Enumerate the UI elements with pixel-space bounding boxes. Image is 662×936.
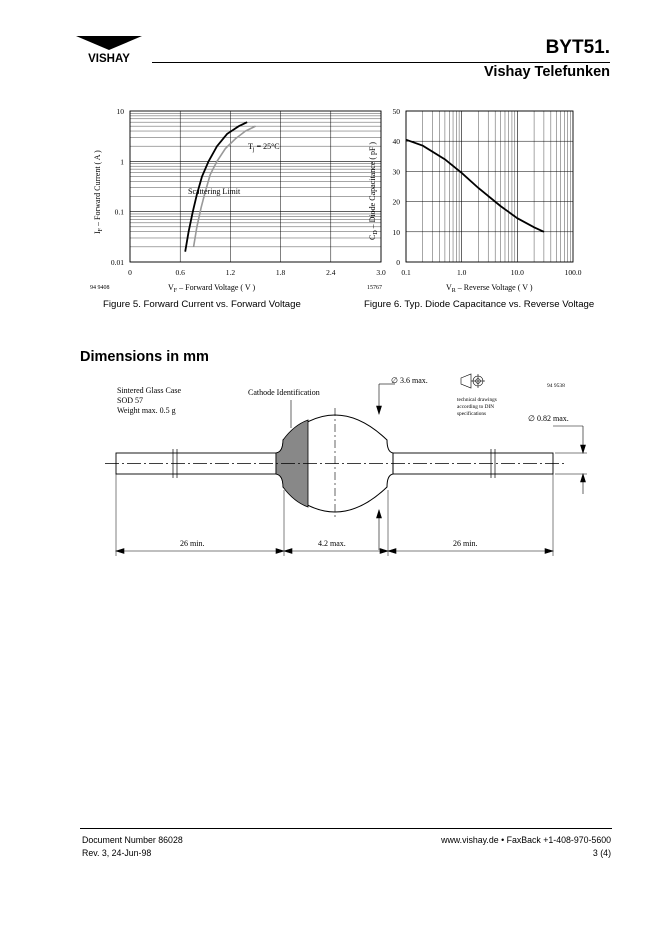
figure6-ytick-5: 50 bbox=[392, 107, 400, 116]
dimension-drawing bbox=[95, 370, 595, 570]
figure5-ytick-3: 10 bbox=[116, 107, 124, 116]
footer-rule bbox=[80, 828, 612, 829]
din-symbol bbox=[461, 374, 485, 388]
document-number: Document Number 86028 bbox=[82, 835, 183, 845]
dimension-lines bbox=[116, 549, 553, 554]
figure6-ytick-2: 20 bbox=[392, 197, 400, 207]
company-name: Vishay Telefunken bbox=[484, 64, 610, 80]
figure5-xlabel: $V_F$ – Forward Voltage ( V ) bbox=[168, 283, 256, 294]
header-rule bbox=[152, 62, 610, 63]
figure6-xtick-1: 1.0 bbox=[456, 268, 467, 277]
din-line-1: technical drawings bbox=[457, 397, 497, 403]
figure5-xtick-4: 2.4 bbox=[326, 268, 336, 277]
figure6-grid bbox=[406, 111, 573, 262]
logo-text: VISHAY bbox=[88, 53, 130, 65]
lead-diameter-marks bbox=[553, 426, 587, 494]
figure6-y-ticks bbox=[393, 107, 401, 267]
website-fax: www.vishay.de • FaxBack +1-408-970-5600 bbox=[441, 835, 611, 845]
figure5-frame bbox=[130, 111, 381, 262]
figure5-xtick-3: 1.8 bbox=[275, 268, 286, 277]
figure5-ytick-2: 1 bbox=[120, 157, 124, 167]
page-number: 3 (4) bbox=[592, 848, 611, 858]
case-line-1: Sintered Glass Case bbox=[117, 386, 181, 395]
figure5-annotation-tj: $T_j = 25^\circ C$ bbox=[248, 142, 280, 153]
figure6-caption: Figure 6. Typ. Diode Capacitance vs. Reverse Voltage bbox=[364, 299, 595, 310]
vishay-logo bbox=[76, 36, 142, 68]
figure6-ylabel: $C_D$ – Diode Capacitance ( pF ) bbox=[368, 141, 379, 240]
figure6-xlabel: $V_R$ – Reverse Voltage ( V ) bbox=[446, 283, 533, 294]
figure5-xtick-1: 0.6 bbox=[175, 268, 185, 277]
dim-center-label: 4.2 max. bbox=[318, 539, 346, 548]
figure6-x-ticks bbox=[401, 268, 581, 277]
figure5-ytick-1: 0.1 bbox=[114, 207, 124, 217]
figure5-grid bbox=[130, 111, 381, 262]
logo-triangle bbox=[76, 36, 142, 50]
figure6-ytick-3: 30 bbox=[392, 167, 400, 177]
figure6-id: 15767 bbox=[367, 285, 382, 291]
figure5-x-ticks bbox=[128, 268, 386, 277]
dimensions-heading: Dimensions in mm bbox=[80, 349, 209, 365]
dim-right-label: 26 min. bbox=[453, 539, 478, 548]
dim-left-label: 26 min. bbox=[180, 539, 205, 548]
case-line-2: SOD 57 bbox=[117, 396, 144, 405]
din-line-2: according to DIN bbox=[457, 404, 495, 410]
revision: Rev. 3, 24-Jun-98 bbox=[82, 848, 152, 858]
drawing-id: 94 9538 bbox=[547, 383, 565, 389]
figure5-y-ticks bbox=[111, 107, 124, 267]
figure5-xtick-5: 3.0 bbox=[376, 268, 386, 277]
din-line-3: specifications bbox=[457, 411, 487, 417]
figure6-xtick-2: 10.0 bbox=[510, 268, 524, 277]
body-diameter-label: ∅ 3.6 max. bbox=[391, 376, 428, 385]
figure6-series-line-0 bbox=[406, 140, 544, 232]
case-line-3: Weight max. 0.5 g bbox=[117, 406, 176, 415]
part-number: BYT51. bbox=[545, 37, 610, 58]
figure5-xtick-2: 1.2 bbox=[225, 268, 236, 277]
figure6-ytick-1: 10 bbox=[392, 227, 400, 237]
cathode-label: Cathode Identification bbox=[248, 388, 320, 397]
figure6-xtick-3: 100.0 bbox=[564, 268, 582, 277]
figure6-xtick-0: 0.1 bbox=[401, 268, 411, 277]
figure5-xtick-0: 0 bbox=[128, 268, 132, 277]
figure5-caption: Figure 5. Forward Current vs. Forward Voltage bbox=[103, 299, 301, 310]
figure5-ytick-0: 0.01 bbox=[110, 258, 124, 267]
figure5-annotation-scatter: Scattering Limit bbox=[188, 187, 241, 196]
figure6-series bbox=[406, 140, 544, 232]
figure5-id: 94 9408 bbox=[90, 285, 110, 291]
figure6-ytick-0: 0 bbox=[396, 258, 400, 267]
lead-diameter-label: ∅ 0.82 max. bbox=[528, 414, 569, 423]
figure6-frame bbox=[406, 111, 573, 262]
figure6-ytick-4: 40 bbox=[392, 137, 400, 147]
figure6-chart bbox=[360, 100, 590, 298]
figure5-ylabel: $I_F$ – Forward Current ( A ) bbox=[93, 150, 104, 234]
